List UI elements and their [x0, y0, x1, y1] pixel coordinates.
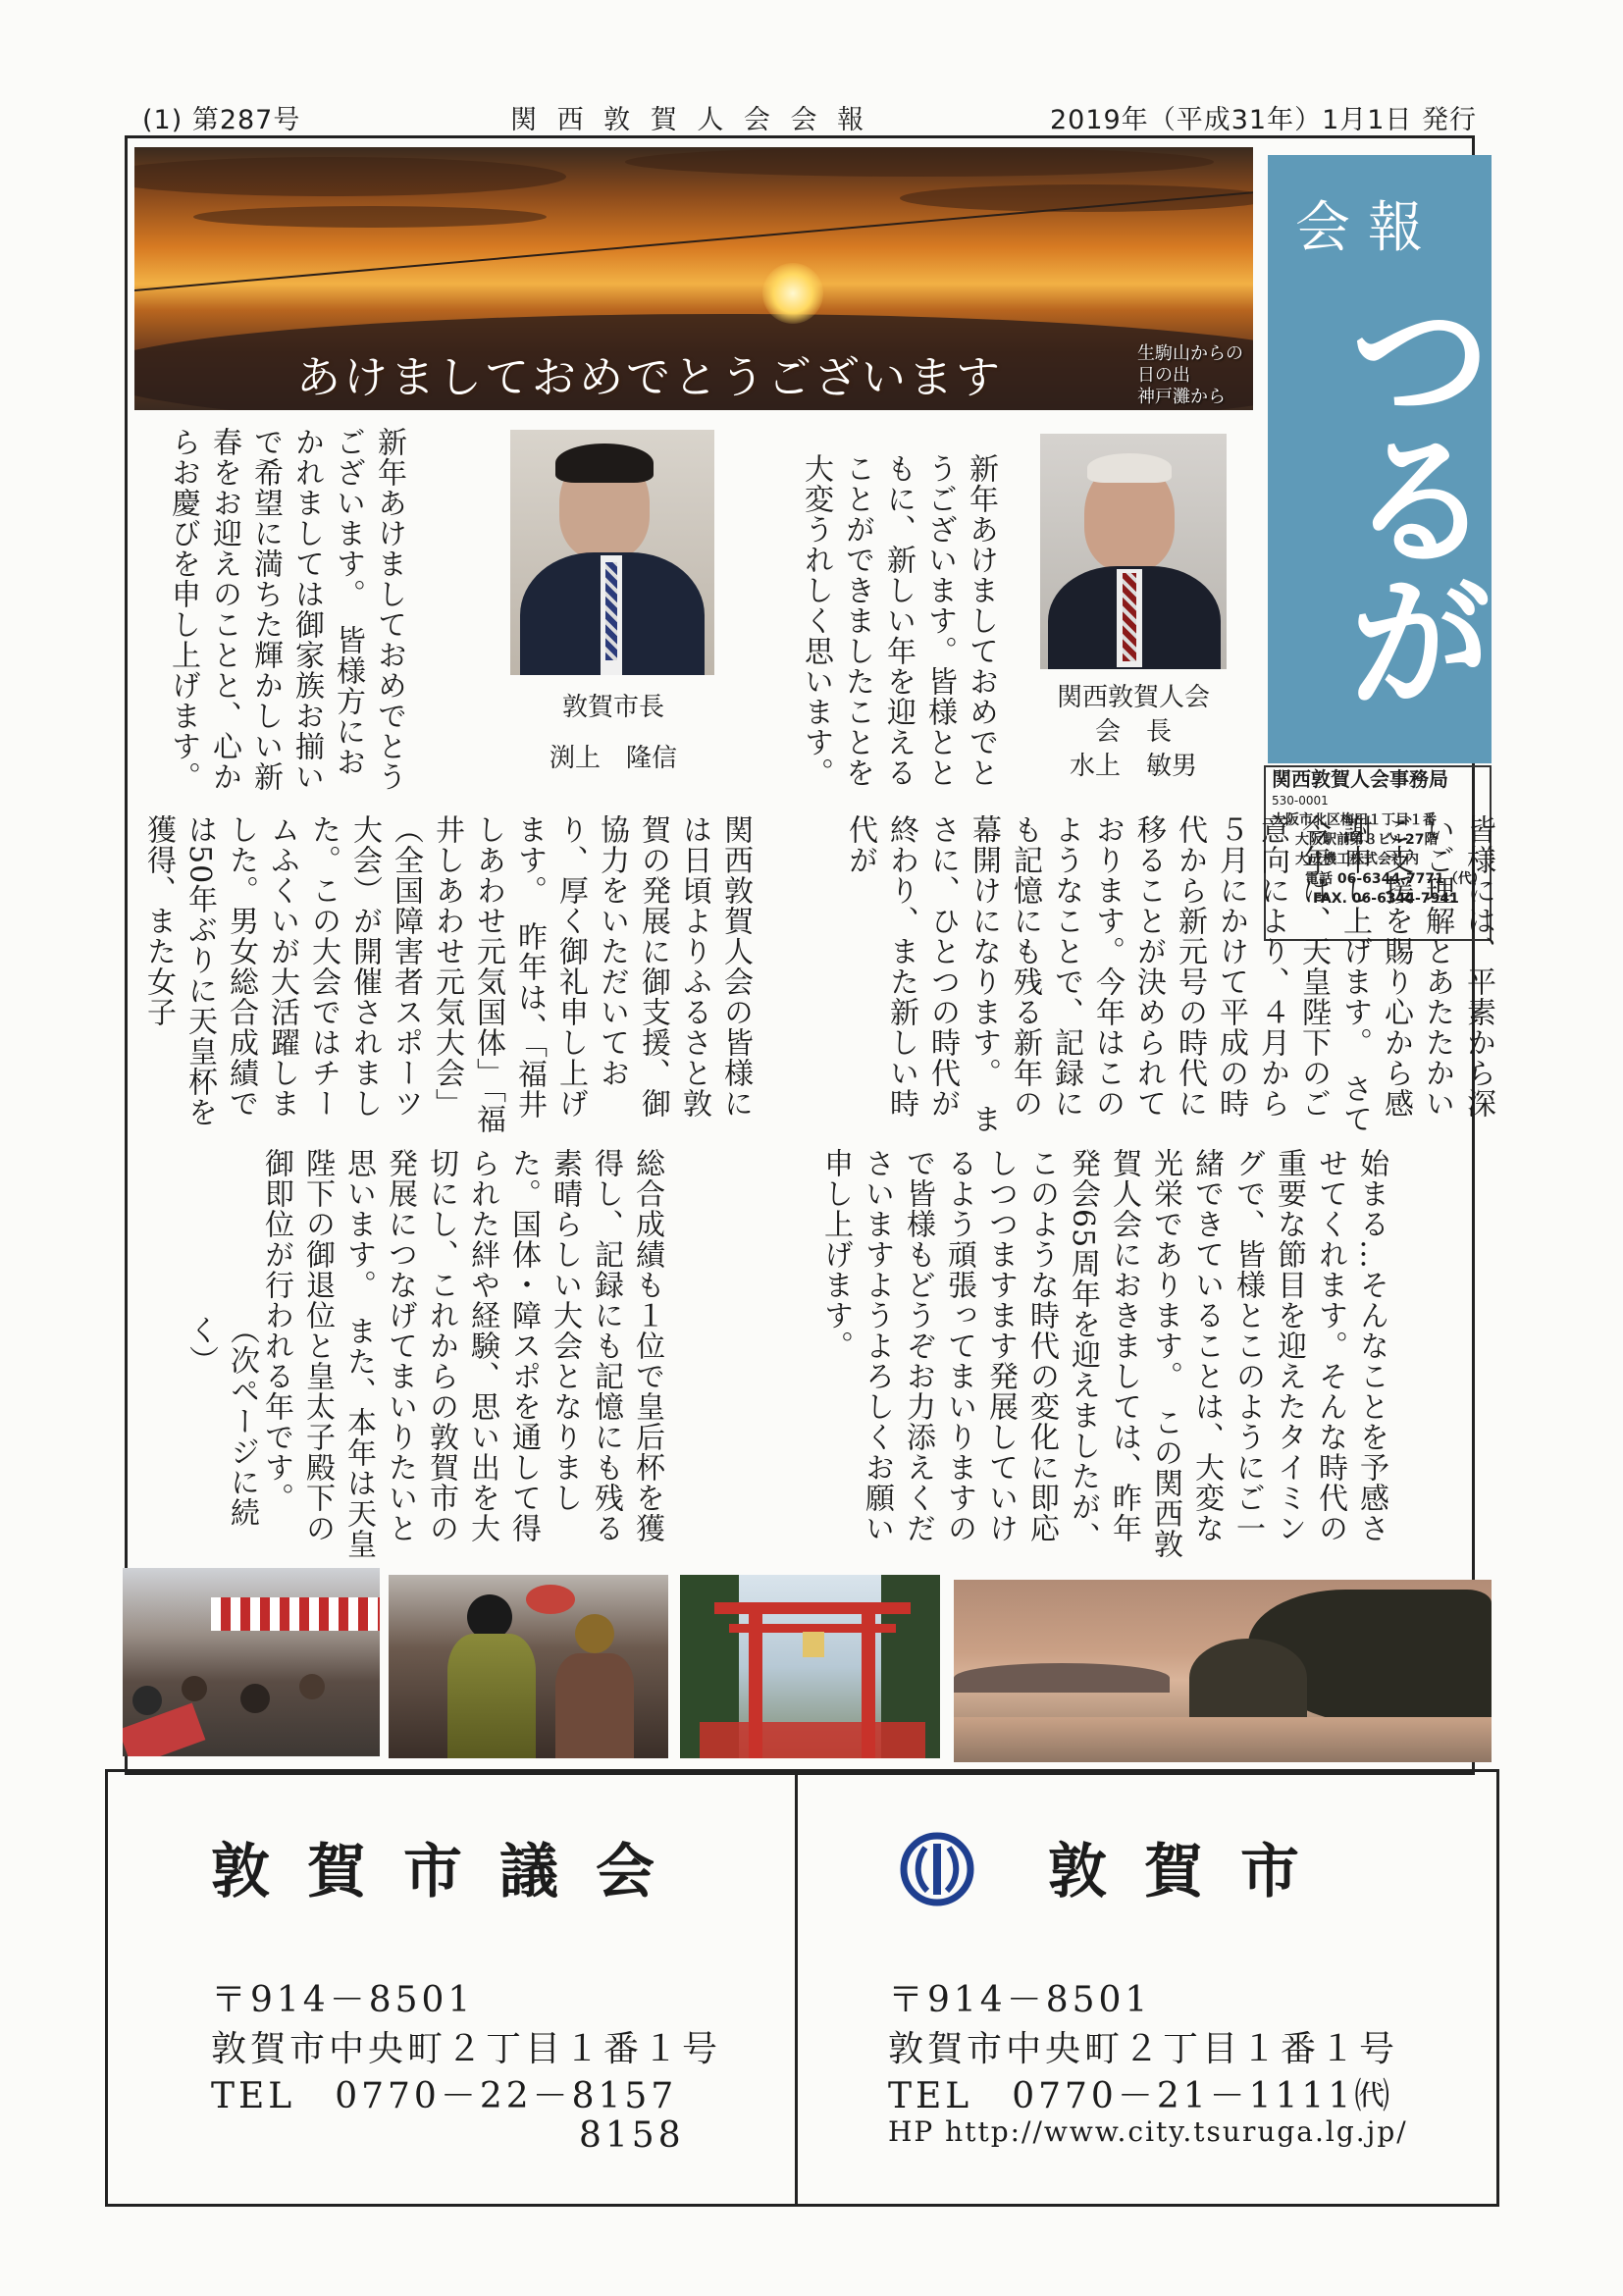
mayor-greeting-text: 新年あけましておめでとうございます。 皆様方におかれましては御家族お揃いで希望に満ちた輝かしい新春をお迎えのことと、心からお慶びを申し上げます。: [166, 427, 406, 792]
office-address-3: 大成機工株式会社内: [1295, 852, 1419, 867]
office-name: 関西敦賀人会事務局: [1272, 767, 1448, 791]
festival-crowd-photo: [123, 1568, 380, 1756]
city-homepage-link[interactable]: HP http://www.city.tsuruga.lg.jp/: [888, 2115, 1408, 2148]
photo-caption: [1137, 343, 1243, 408]
masthead: [1268, 155, 1492, 763]
issue-date: 2019年（平成31年）1月1日 発行: [1050, 105, 1478, 135]
president-message-lower: 始まる…そんなことを予感させてくれます。そんな時代の重要な節目を迎えたタイミングで、皆様とこのようにご一緒できていることは、大変な光栄であります。 この関西敦賀人会におきましては、昨年発会65周年を迎えましたが、このような時代の変化に即応しつつますます発展していけるよう頑張ってまいりますので皆様もどうぞお力添えくださいますようよろしくお願い申し上げます。: [818, 1148, 1388, 1559]
city-council-tel-2: 8158: [579, 2115, 685, 2156]
mayor-caption-name: 渕上 隆信: [549, 744, 677, 773]
president-message-upper: 皆様には、平素から深いご理解とあたたかいご支援を賜り心から感謝申し上げます。 さて今年は、天皇陛下のご意向により、４月から５月にかけて平成の時代から新元号の時代に移ることが決められております。今年はこのようなことで、記録にも記憶にも残る新年の幕開けになります。 まさに、ひとつの時代が終わり、また新しい時代が: [843, 814, 1495, 1134]
city-council-tel: TEL 0770－22－8157: [211, 2076, 678, 2116]
mayor-photo: [510, 430, 714, 675]
president-caption-role: 会 長: [1094, 717, 1172, 747]
shrine-torii-photo: [680, 1575, 940, 1758]
mayor-message-upper: 関西敦賀人会の皆様には日頃よりふるさと敦賀の発展に御支援、御協力をいただいており、厚く御礼申し上げます。 昨年は、「福井しあわせ元気国体」「福井しあわせ元気大会」（全国障害者スポーツ大会）が開催されました。この大会ではチームふくいが大活躍しました。男女総合成績では50年ぶりに天皇杯を獲得、また女子: [141, 814, 753, 1134]
caption-line: 生駒山からの: [1137, 343, 1243, 364]
president-caption-org: 関西敦賀人会: [1056, 683, 1210, 712]
city-tel: TEL 0770－21－1111㈹: [888, 2076, 1394, 2116]
office-tel: 電話 06-6344-7771（代）: [1305, 871, 1486, 887]
tsuruga-city-emblem-icon: [898, 1830, 976, 1908]
caption-line: 日の出: [1137, 365, 1190, 386]
continued-note: （次ページに続く）: [183, 1315, 259, 1528]
mayor-caption-role: 敦賀市長: [561, 693, 664, 722]
ad-divider: [795, 1769, 798, 2204]
masthead-small-title: 会報: [1295, 196, 1440, 260]
office-address-1: 大阪市北区梅田１丁目１番: [1272, 812, 1437, 828]
city-council-address: 敦賀市中央町２丁目１番１号: [211, 2029, 722, 2069]
mayor-message-lower: 総合成績も１位で皇后杯を獲得し、記録にも記憶にも残る素晴らしい大会となりました。国体・障スポを通して得られた絆や経験、思い出を大切にし、これからの敦賀市の発展につなげてまいりたいと思います。 また、本年は天皇陛下の御退位と皇太子殿下の御即位が行われる年です。: [259, 1148, 664, 1559]
city-council-postal: 〒914－8501: [211, 1980, 475, 2020]
office-fax: FAX. 06-6344-7941: [1313, 891, 1459, 907]
festival-costume-photo: [389, 1575, 668, 1758]
city-address: 敦賀市中央町２丁目１番１号: [888, 2029, 1399, 2069]
sun-icon: [762, 263, 823, 324]
office-address-2: 大阪駅前第３ビル27階: [1295, 832, 1439, 848]
sunrise-photo: [134, 147, 1253, 410]
president-greeting-text: 新年あけましておめでとうございます。皆様とともに、新しい年を迎えることができましたことを大変うれしく思います。: [799, 453, 998, 788]
president-photo: [1040, 434, 1227, 669]
city-council-title: 敦賀市議会: [211, 1838, 692, 1906]
city-title: 敦賀市: [1048, 1838, 1336, 1906]
office-postal: 530-0001: [1272, 794, 1329, 808]
newsletter-title: 関 西 敦 賀 人 会 会 報: [510, 105, 870, 135]
issue-number: (1) 第287号: [142, 105, 301, 135]
caption-line: 神戸灘から: [1137, 387, 1226, 407]
coastal-pine-photo: [954, 1580, 1492, 1762]
city-postal: 〒914－8501: [888, 1980, 1152, 2020]
new-year-greeting: あけましておめでとうございます: [296, 351, 1004, 403]
president-caption-name: 水上 敏男: [1069, 752, 1197, 781]
masthead-title: つるが: [1322, 283, 1494, 706]
